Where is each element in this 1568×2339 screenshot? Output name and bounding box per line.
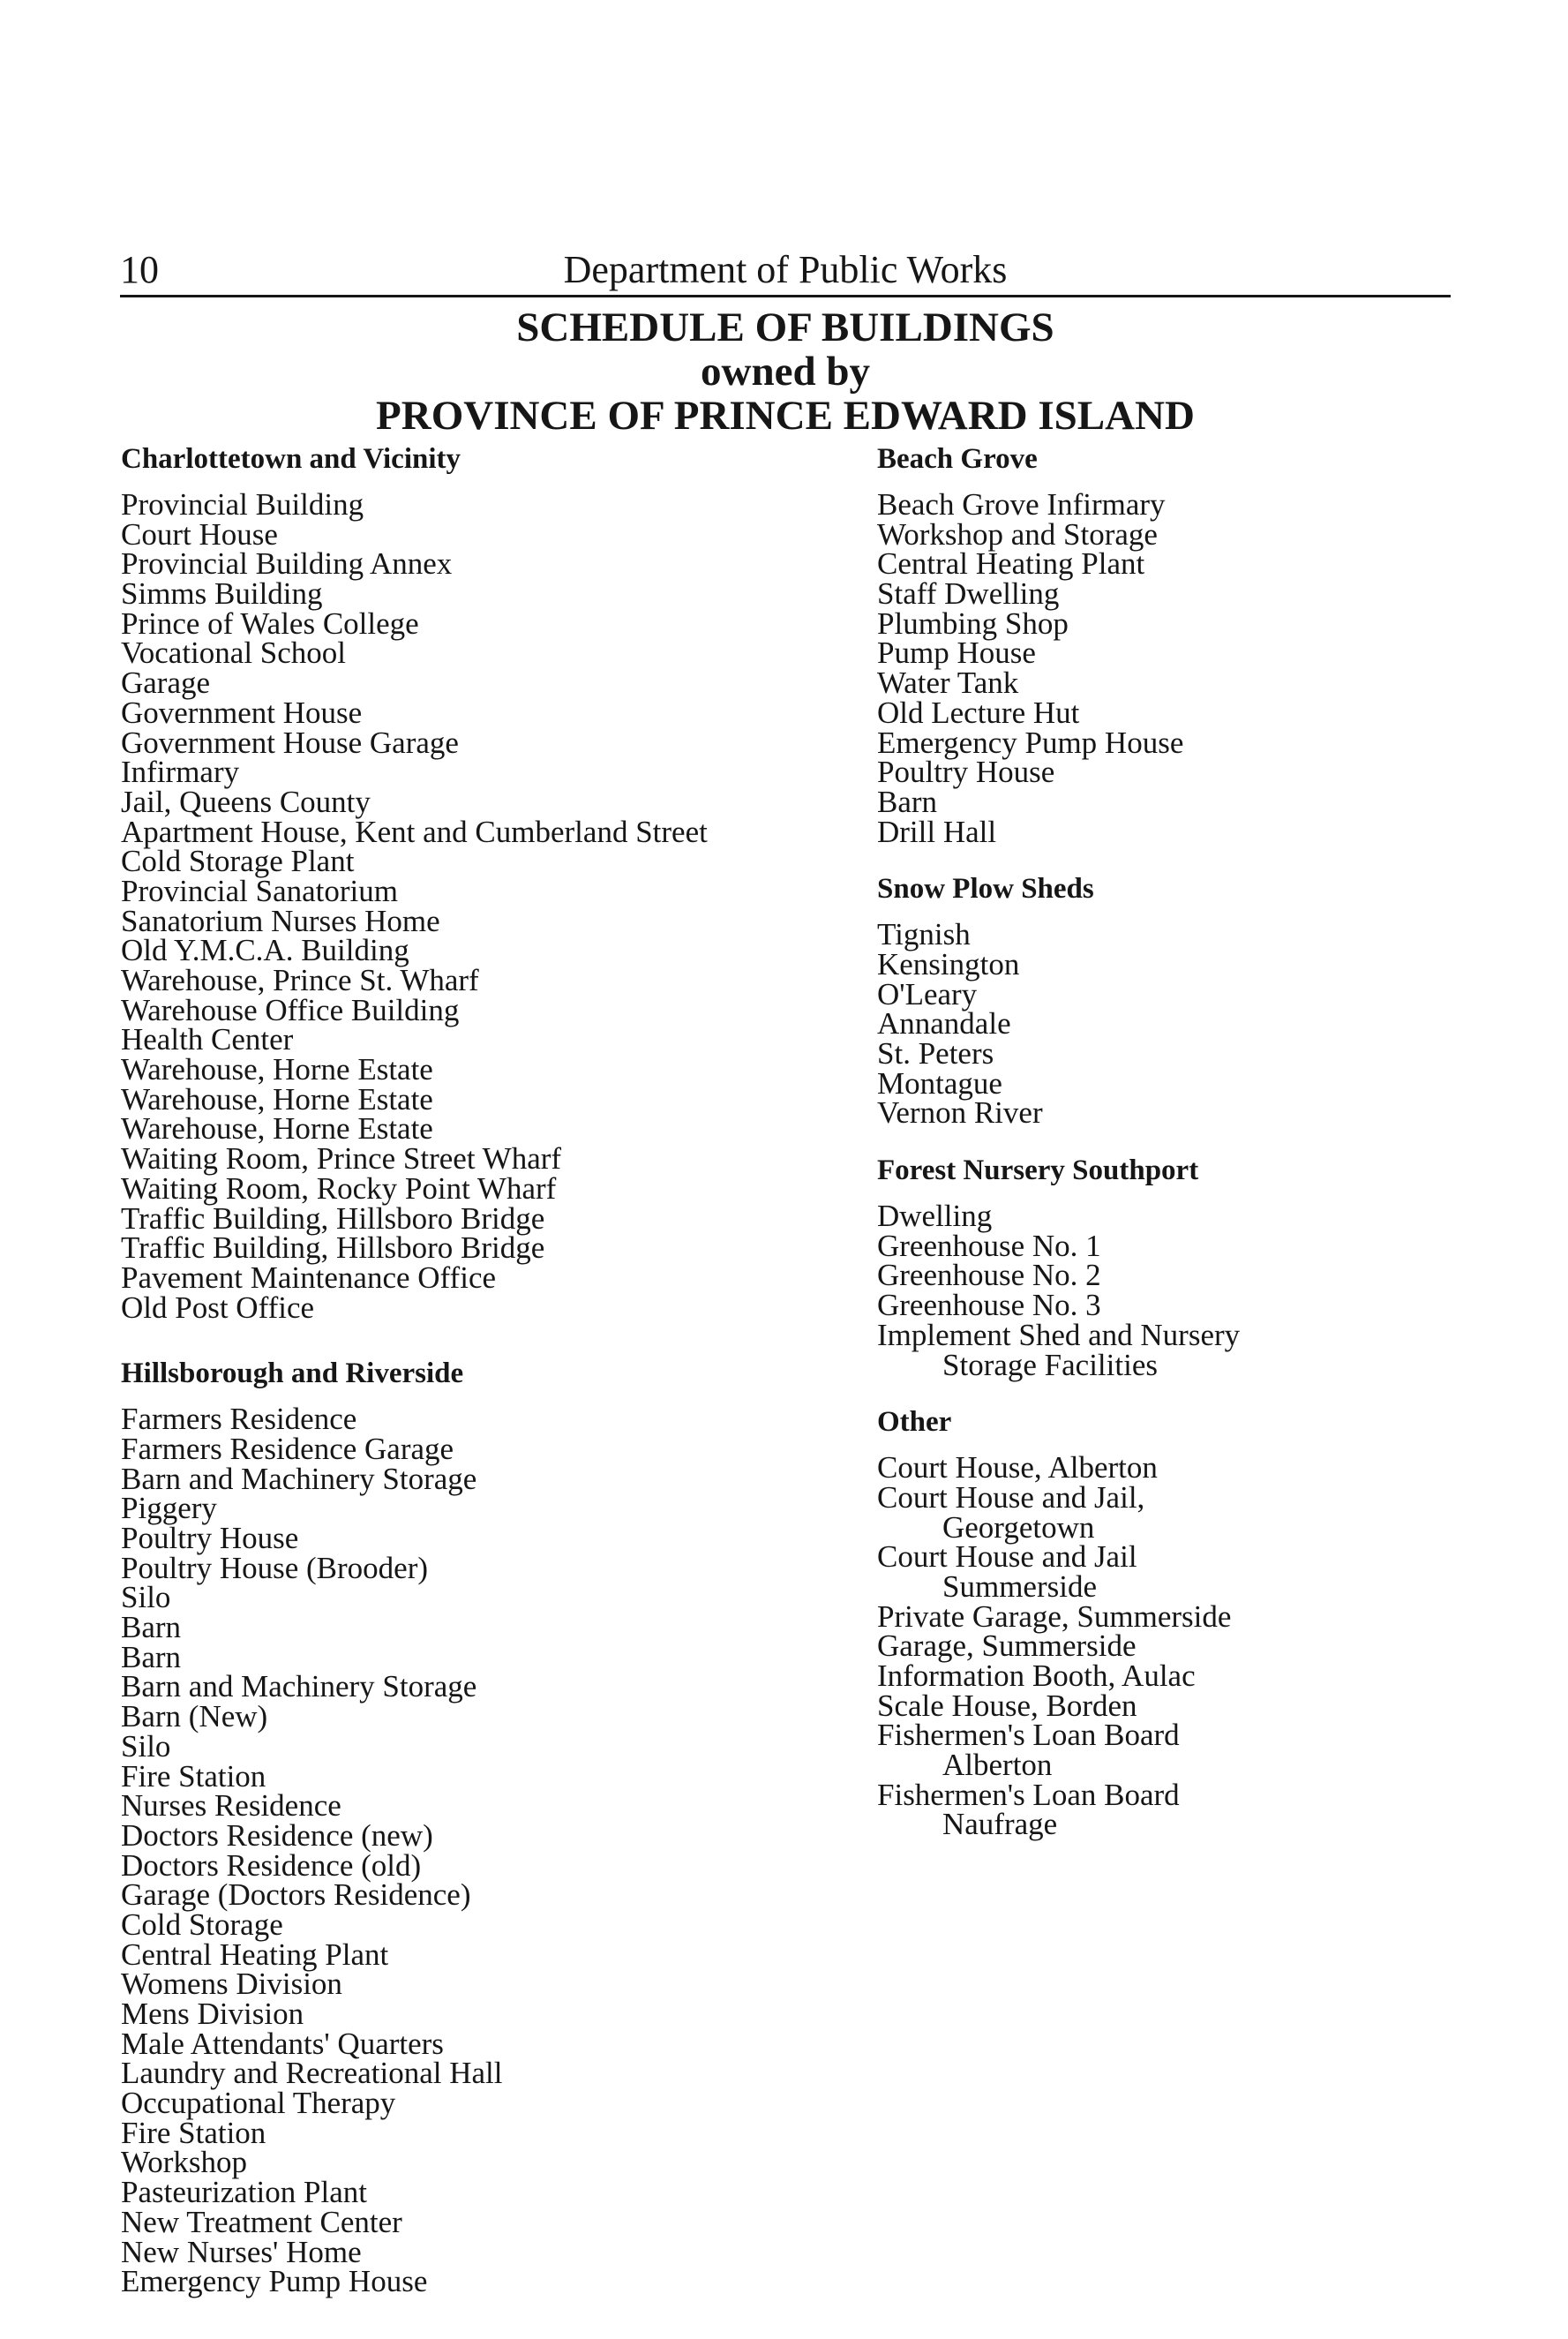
list-item: Warehouse, Horne Estate: [121, 1111, 433, 1147]
list-item: Drill Hall: [877, 814, 997, 849]
list-item: Barn (New): [121, 1699, 268, 1734]
left-column: [121, 443, 871, 2297]
list-item: O'Leary: [877, 976, 978, 1012]
charlottetown-list: [121, 487, 871, 1325]
section-heading-forest-nursery: Forest Nursery Southport: [877, 1154, 1199, 1187]
list-item: Central Heating Plant: [877, 546, 1145, 582]
list-item: Staff Dwelling: [877, 576, 1060, 612]
list-item: Greenhouse No. 2: [877, 1258, 1101, 1293]
list-item: Warehouse Office Building: [121, 992, 460, 1027]
schedule-subtitle: owned by: [701, 349, 870, 395]
list-item: Emergency Pump House: [877, 725, 1184, 760]
list-item: Warehouse, Horne Estate: [121, 1052, 433, 1087]
list-item: Scale House, Borden: [877, 1688, 1137, 1723]
list-item: Provincial Building: [121, 487, 364, 522]
list-item: Dwelling: [877, 1199, 993, 1234]
list-item: Garage: [121, 666, 211, 701]
list-item: Silo: [121, 1728, 171, 1764]
list-item: Central Heating Plant: [121, 1937, 389, 1972]
beach-grove-list: [877, 487, 1442, 849]
list-item: Doctors Residence (old): [121, 1847, 422, 1883]
list-item: Tignish: [877, 917, 971, 952]
list-item: Beach Grove Infirmary: [877, 487, 1166, 522]
list-item: Barn and Machinery Storage: [121, 1669, 477, 1704]
list-item: Farmers Residence Garage: [121, 1431, 454, 1466]
section-heading-snow-plow: Snow Plow Sheds: [877, 873, 1094, 906]
list-item: Piggery: [121, 1491, 217, 1526]
list-item: Laundry and Recreational Hall: [121, 2056, 503, 2091]
forest-nursery-list: [877, 1201, 1442, 1380]
list-item: Court House and Jail,: [877, 1479, 1145, 1515]
list-item: Water Tank: [877, 666, 1019, 701]
list-item: Barn: [121, 1639, 182, 1674]
list-item: Private Garage, Summerside: [877, 1598, 1232, 1634]
list-item: New Treatment Center: [121, 2204, 402, 2239]
list-item: Nurses Residence: [121, 1788, 341, 1824]
list-item-continuation: Georgetown: [942, 1509, 1095, 1545]
list-item: Fire Station: [121, 1758, 266, 1794]
other-list: [877, 1450, 1442, 1842]
list-item: Old Y.M.C.A. Building: [121, 933, 409, 968]
list-item: Montague: [877, 1065, 1002, 1101]
list-item: Fishermen's Loan Board: [877, 1718, 1180, 1753]
schedule-titles: [120, 305, 1451, 438]
running-title: Department of Public Works: [563, 248, 1008, 291]
list-item: Workshop: [121, 2145, 248, 2180]
page-number: 10: [120, 248, 159, 291]
list-item: Simms Building: [121, 576, 323, 612]
list-item: Government House: [121, 695, 363, 730]
list-item: Old Post Office: [121, 1290, 315, 1325]
list-item: Sanatorium Nurses Home: [121, 903, 440, 938]
list-item: Court House: [121, 516, 278, 552]
list-item: Implement Shed and Nursery: [877, 1317, 1241, 1352]
list-item: Prince of Wales College: [121, 605, 419, 641]
list-item: Kensington: [877, 946, 1020, 981]
list-item: Jail, Queens County: [121, 784, 371, 819]
right-column: [877, 443, 1442, 1842]
list-item: Warehouse, Horne Estate: [121, 1081, 433, 1117]
hillsborough-list: [121, 1404, 871, 2297]
list-item: Barn: [877, 784, 938, 819]
list-item: Greenhouse No. 3: [877, 1288, 1101, 1323]
list-item: Barn: [121, 1610, 182, 1645]
list-item: Fire Station: [121, 2115, 266, 2150]
list-item: Silo: [121, 1580, 171, 1615]
page-header: [120, 245, 1451, 297]
list-item: Garage, Summerside: [877, 1628, 1137, 1664]
list-item: Pump House: [877, 636, 1036, 671]
list-item: Poultry House: [877, 755, 1055, 790]
list-item: Vocational School: [121, 636, 347, 671]
list-item-continuation: Naufrage: [942, 1807, 1058, 1842]
list-item: Plumbing Shop: [877, 605, 1069, 641]
list-item: Barn and Machinery Storage: [121, 1461, 477, 1496]
list-item: Court House and Jail: [877, 1539, 1137, 1575]
list-item: Womens Division: [121, 1967, 342, 2002]
list-item: Emergency Pump House: [121, 2264, 428, 2299]
list-item: Waiting Room, Prince Street Wharf: [121, 1141, 562, 1177]
list-item: Greenhouse No. 1: [877, 1228, 1101, 1263]
list-item: Workshop and Storage: [877, 516, 1158, 552]
list-item-continuation: Alberton: [942, 1748, 1053, 1783]
list-item: Poultry House (Brooder): [121, 1550, 429, 1585]
list-item: Vernon River: [877, 1095, 1043, 1131]
list-item: Court House, Alberton: [877, 1450, 1158, 1485]
list-item: Traffic Building, Hillsboro Bridge: [121, 1230, 545, 1266]
list-item: Pavement Maintenance Office: [121, 1260, 497, 1295]
list-item: Provincial Building Annex: [121, 546, 453, 582]
list-item-continuation: Storage Facilities: [942, 1347, 1158, 1382]
list-item: Poultry House: [121, 1521, 299, 1555]
list-item: Health Center: [121, 1022, 294, 1057]
list-item: Cold Storage Plant: [121, 844, 355, 879]
list-item: Doctors Residence (new): [121, 1817, 433, 1853]
section-heading-beach-grove: Beach Grove: [877, 443, 1038, 475]
section-heading-hillsborough: Hillsborough and Riverside: [121, 1358, 464, 1390]
snow-plow-list: [877, 917, 1442, 1131]
list-item: Garage (Doctors Residence): [121, 1877, 471, 1913]
list-item: Old Lecture Hut: [877, 695, 1080, 730]
list-item: Infirmary: [121, 755, 240, 790]
list-item: Apartment House, Kent and Cumberland Street: [121, 814, 708, 849]
list-item: Farmers Residence: [121, 1402, 357, 1437]
list-item: Pasteurization Plant: [121, 2175, 367, 2210]
list-item: Information Booth, Aulac: [877, 1658, 1196, 1693]
list-item: Occupational Therapy: [121, 2086, 396, 2121]
list-item: Waiting Room, Rocky Point Wharf: [121, 1170, 557, 1206]
schedule-title: SCHEDULE OF BUILDINGS: [516, 305, 1054, 350]
list-item: Provincial Sanatorium: [121, 873, 398, 908]
list-item: St. Peters: [877, 1036, 994, 1071]
list-item: Fishermen's Loan Board: [877, 1777, 1180, 1812]
list-item: Mens Division: [121, 1997, 304, 2031]
section-heading-charlottetown: Charlottetown and Vicinity: [121, 443, 461, 475]
list-item: Traffic Building, Hillsboro Bridge: [121, 1200, 545, 1236]
section-heading-other: Other: [877, 1406, 952, 1439]
list-item-continuation: Summerside: [942, 1568, 1097, 1604]
list-item: Annandale: [877, 1006, 1011, 1042]
list-item: Cold Storage: [121, 1907, 283, 1942]
list-item: Warehouse, Prince St. Wharf: [121, 963, 479, 997]
province-title: PROVINCE OF PRINCE EDWARD ISLAND: [376, 393, 1195, 439]
list-item: Male Attendants' Quarters: [121, 2026, 444, 2061]
list-item: Government House Garage: [121, 725, 459, 760]
list-item: New Nurses' Home: [121, 2234, 362, 2269]
